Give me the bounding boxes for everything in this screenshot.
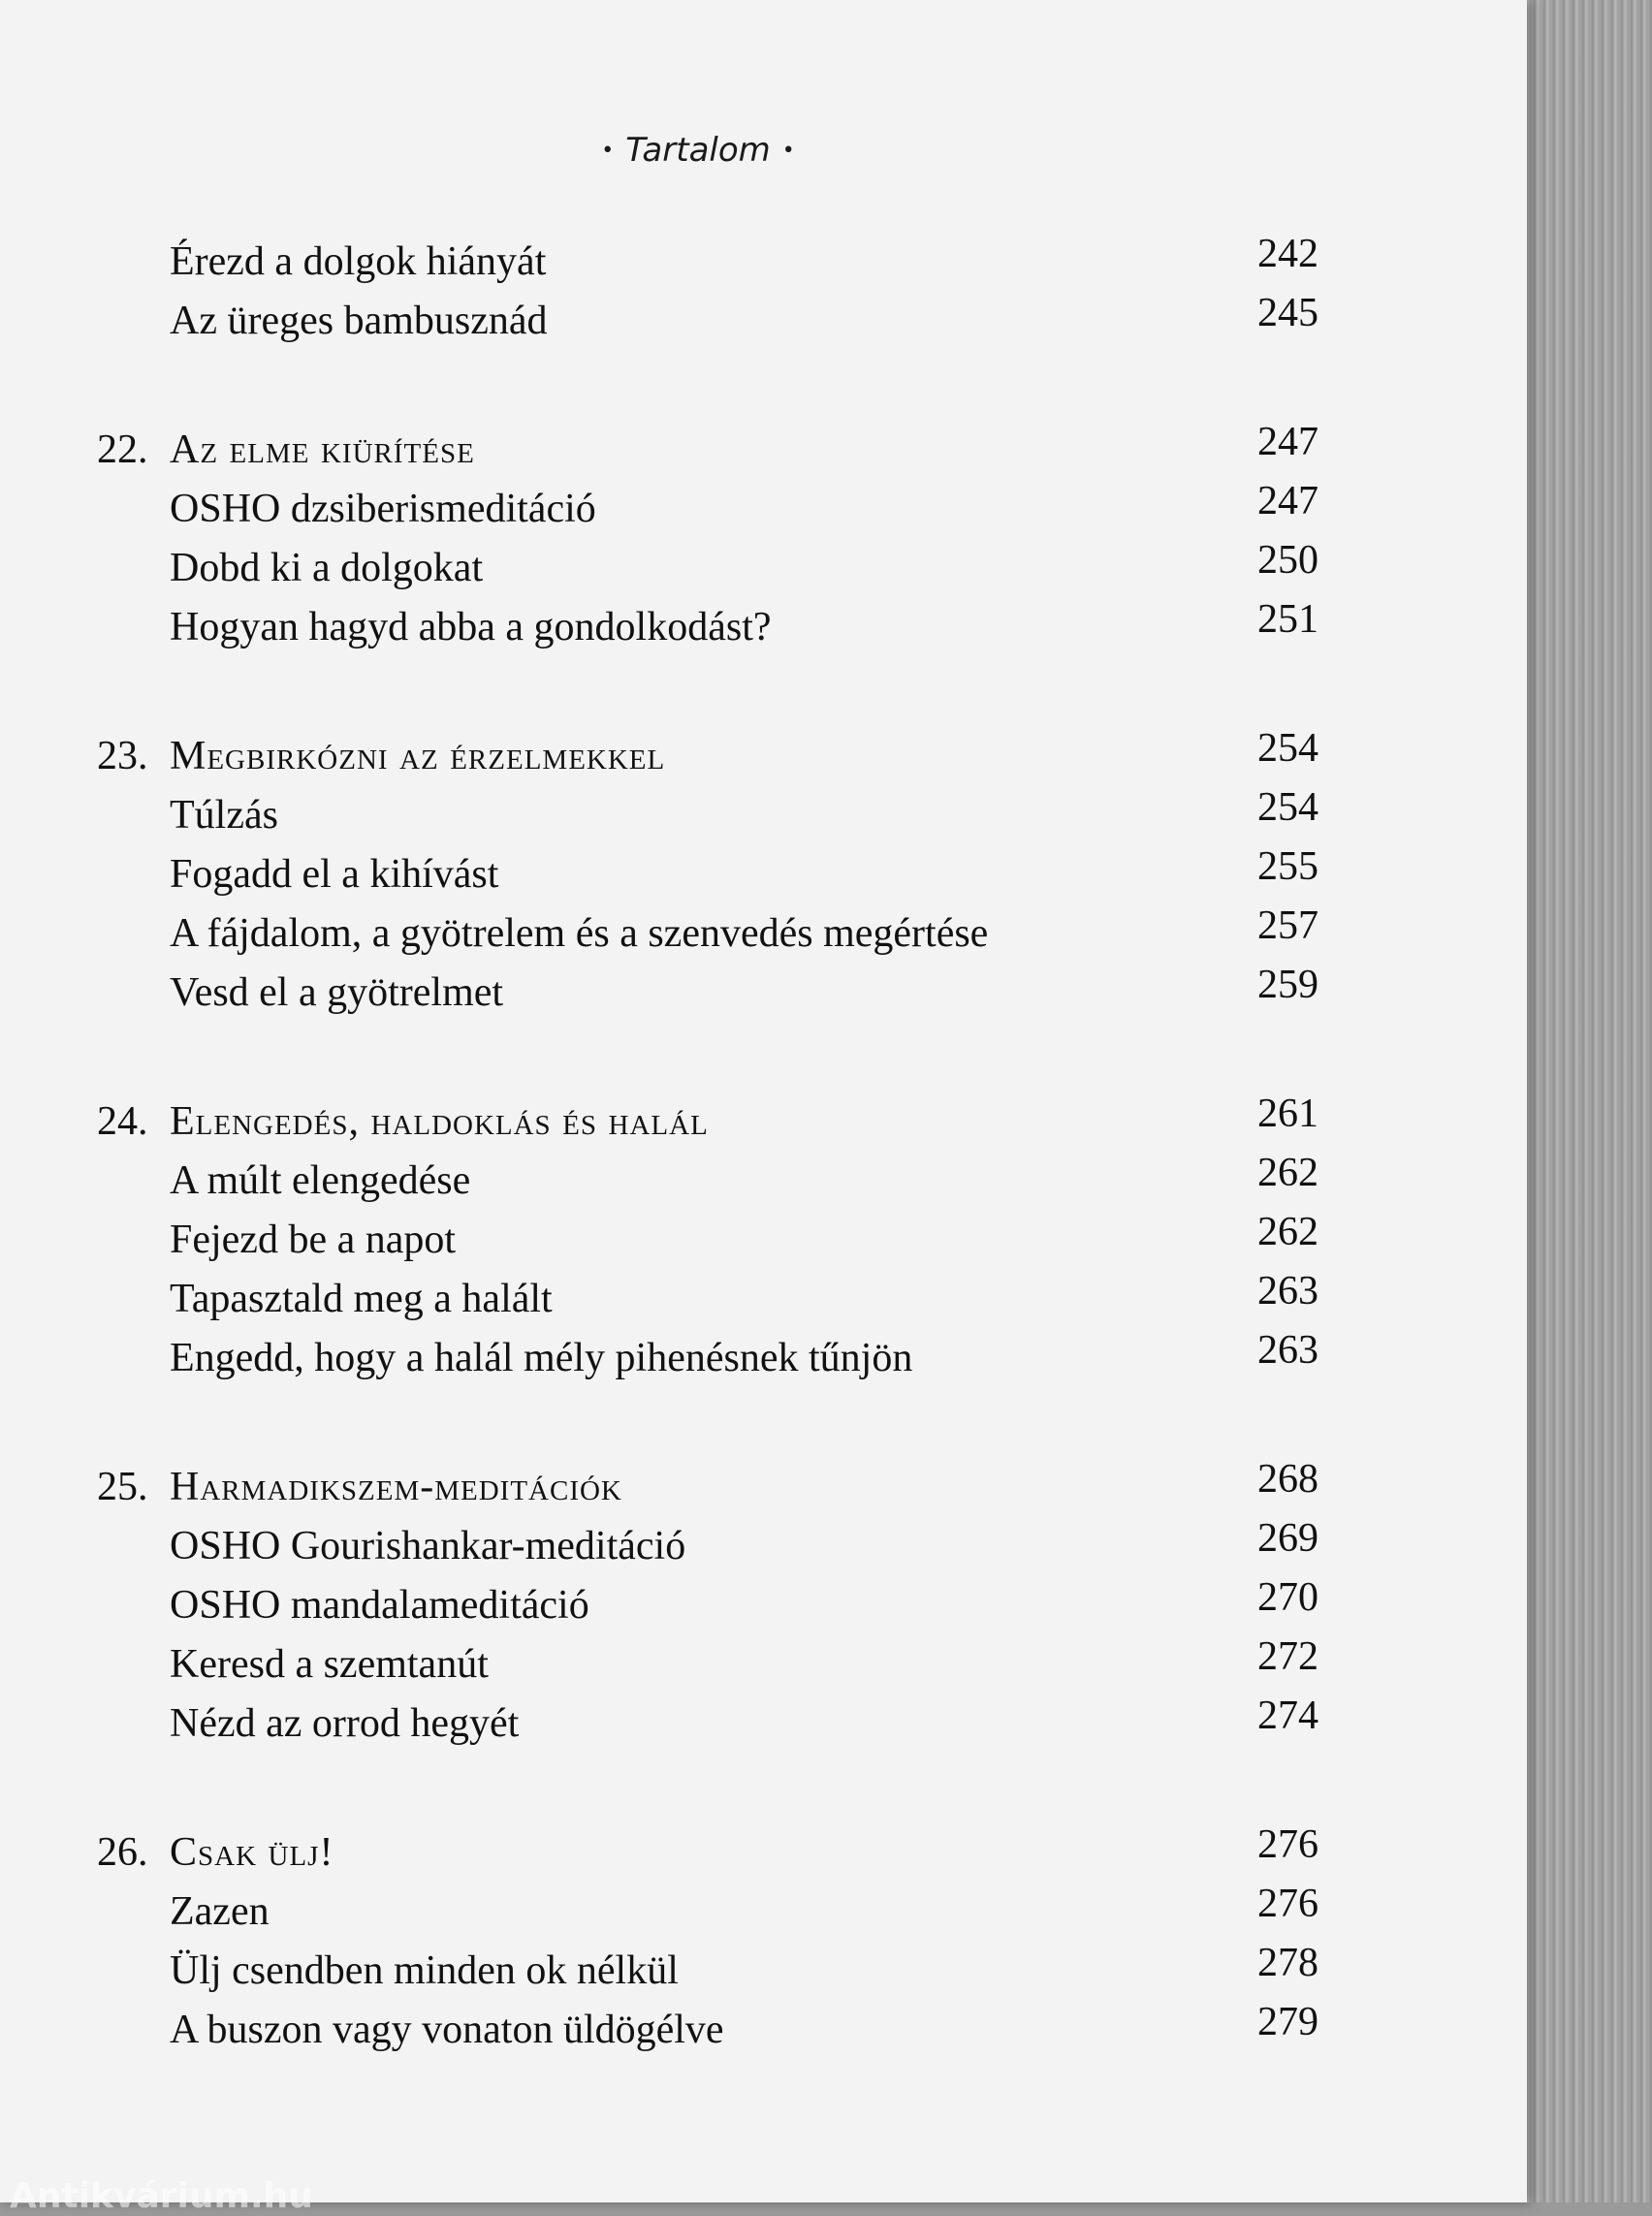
chapter-page: 254 [1257, 726, 1318, 771]
section-gap [97, 1754, 1318, 1823]
ornament-left: • [601, 139, 615, 163]
entry-title: OSHO mandalameditáció [170, 1583, 589, 1628]
entry-title: Hogyan hagyd abba a gondolkodást? [170, 605, 772, 649]
entry-title: Vesd el a gyötrelmet [170, 970, 504, 1015]
entry-page: 274 [1257, 1694, 1318, 1738]
toc-entry [97, 2001, 1318, 2060]
chapter-title: Az elme kiürítése [170, 427, 475, 472]
header-title: Tartalom [625, 131, 771, 170]
toc-entry [97, 292, 1318, 351]
entry-page: 245 [1257, 291, 1318, 335]
chapter-page: 268 [1257, 1457, 1318, 1502]
entry-page: 247 [1257, 479, 1318, 523]
table-of-contents [97, 233, 1318, 2060]
entry-title: Tapasztald meg a halált [170, 1277, 553, 1321]
chapter-title: Megbirkózni az érzelmekkel [170, 734, 666, 778]
entry-page: 262 [1257, 1151, 1318, 1195]
toc-entry [97, 964, 1318, 1023]
toc-entry [97, 598, 1318, 657]
entry-title: OSHO Gourishankar-meditáció [170, 1524, 686, 1568]
toc-entry [97, 1152, 1318, 1211]
section-gap [97, 1023, 1318, 1092]
chapter-page: 276 [1257, 1822, 1318, 1867]
entry-title: Zazen [170, 1889, 270, 1934]
toc-entry [97, 1270, 1318, 1329]
running-header [0, 131, 1396, 170]
entry-title: Engedd, hogy a halál mély pihenésnek tűnjön [170, 1336, 913, 1380]
entry-title: A fájdalom, a gyötrelem és a szenvedés megértése [170, 911, 989, 956]
entry-title: Ülj csendben minden ok nélkül [170, 1948, 679, 1993]
toc-entry [97, 539, 1318, 598]
toc-entry [97, 1694, 1318, 1754]
toc-entry [97, 845, 1318, 904]
chapter-heading-23 [97, 727, 1318, 786]
chapter-page: 261 [1257, 1092, 1318, 1136]
entry-page: 251 [1257, 597, 1318, 642]
toc-entry [97, 1576, 1318, 1635]
section-gap [97, 657, 1318, 727]
entry-page: 254 [1257, 785, 1318, 830]
chapter-number: 23. [97, 734, 148, 778]
chapter-title: Elengedés, haldoklás és halál [170, 1099, 709, 1144]
entry-page: 250 [1257, 538, 1318, 583]
entry-title: Keresd a szemtanút [170, 1642, 489, 1687]
entry-page: 278 [1257, 1941, 1318, 1985]
toc-entry [97, 1211, 1318, 1270]
chapter-number: 24. [97, 1099, 148, 1144]
toc-entry [97, 786, 1318, 845]
entry-page: 263 [1257, 1328, 1318, 1373]
entry-page: 276 [1257, 1882, 1318, 1926]
watermark: Antikvárium.hu [10, 2176, 313, 2216]
entry-page: 262 [1257, 1210, 1318, 1254]
entry-page: 259 [1257, 963, 1318, 1007]
entry-title: Nézd az orrod hegyét [170, 1701, 520, 1746]
entry-title: Dobd ki a dolgokat [170, 546, 484, 590]
entry-title: Fejezd be a napot [170, 1218, 457, 1262]
toc-entry [97, 480, 1318, 539]
chapter-title: Csak ülj! [170, 1830, 334, 1875]
chapter-heading-25 [97, 1458, 1318, 1517]
entry-page: 257 [1257, 903, 1318, 948]
entry-page: 270 [1257, 1575, 1318, 1620]
entry-title: Fogadd el a kihívást [170, 852, 499, 897]
chapter-heading-22 [97, 421, 1318, 480]
toc-entry [97, 904, 1318, 964]
chapter-number: 22. [97, 427, 148, 472]
section-gap [97, 351, 1318, 421]
section-gap [97, 1388, 1318, 1458]
entry-title: OSHO dzsiberismeditáció [170, 487, 596, 531]
chapter-title: Harmadikszem-meditációk [170, 1465, 622, 1509]
toc-entry [97, 1517, 1318, 1576]
entry-page: 269 [1257, 1516, 1318, 1561]
entry-title: A múlt elengedése [170, 1158, 471, 1203]
entry-page: 255 [1257, 844, 1318, 889]
chapter-number: 25. [97, 1465, 148, 1509]
chapter-heading-24 [97, 1092, 1318, 1152]
chapter-number: 26. [97, 1830, 148, 1875]
chapter-page: 247 [1257, 420, 1318, 464]
chapter-heading-26 [97, 1823, 1318, 1883]
ornament-right: • [781, 139, 795, 163]
entry-title: Az üreges bambusznád [170, 299, 548, 343]
toc-entry [97, 1883, 1318, 1942]
entry-page: 263 [1257, 1269, 1318, 1314]
entry-page: 279 [1257, 2000, 1318, 2044]
entry-title: Túlzás [170, 793, 278, 838]
toc-entry [97, 233, 1318, 292]
toc-entry [97, 1942, 1318, 2001]
entry-title: A buszon vagy vonaton üldögélve [170, 2008, 724, 2052]
entry-page: 242 [1257, 232, 1318, 276]
entry-page: 272 [1257, 1634, 1318, 1679]
toc-entry [97, 1635, 1318, 1694]
entry-title: Érezd a dolgok hiányát [170, 239, 547, 284]
toc-entry [97, 1329, 1318, 1388]
